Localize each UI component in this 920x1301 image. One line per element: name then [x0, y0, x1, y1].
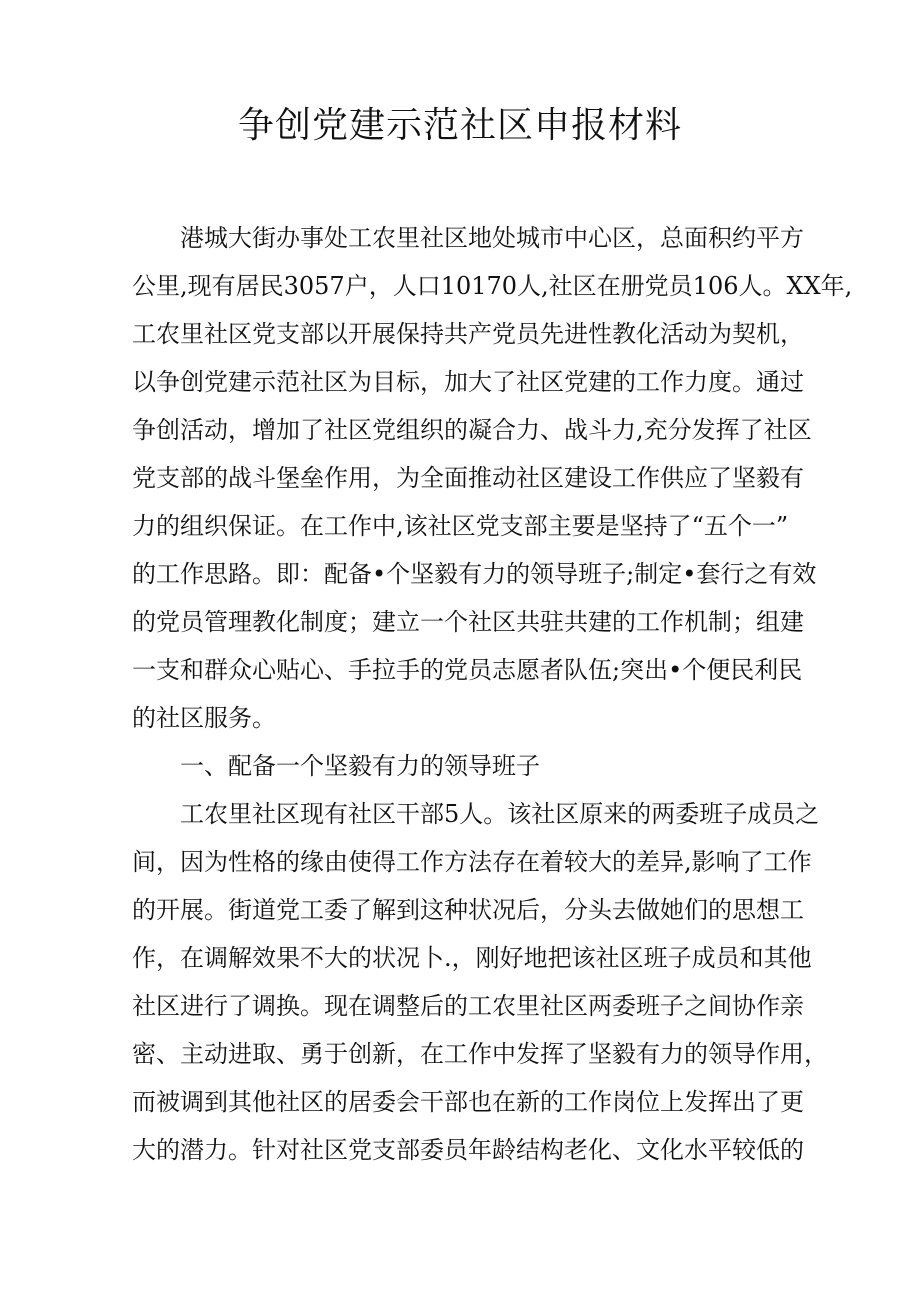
- paragraph-line: 的开展。街道党工委了解到这种状况后，分头去做她们的思想工: [132, 896, 804, 924]
- section-heading: 一、配备一个坚毅有力的领导班子: [180, 752, 540, 780]
- paragraph-line: 公里,现有居民3057户，人口10170人,社区在册党员106人。XX年,: [132, 272, 853, 300]
- document-body: [132, 214, 853, 1174]
- paragraph-line: 大的潜力。针对社区党支部委员年龄结构老化、文化水平较低的: [132, 1136, 804, 1164]
- paragraph-line: 工农里社区党支部以开展保持共产党员先进性教化活动为契机，: [132, 320, 804, 348]
- paragraph-line: 港城大街办事处工农里社区地处城市中心区，总面积约平方: [180, 224, 804, 252]
- paragraph-line: 争创活动，增加了社区党组织的凝合力、战斗力,充分发挥了社区: [132, 416, 812, 444]
- paragraph-line: 一支和群众心贴心、手拉手的党员志愿者队伍;突出•个便民利民: [132, 656, 803, 684]
- paragraph-line: 力的组织保证。在工作中,该社区党支部主要是坚持了“五个一”: [132, 512, 789, 540]
- paragraph-line: 以争创党建示范社区为目标，加大了社区党建的工作力度。通过: [132, 368, 804, 396]
- paragraph-line: 作，在调解效果不大的状况卜.，刚好地把该社区班子成员和其他: [132, 944, 812, 972]
- paragraph-line: 密、主动进取、勇于创新，在工作中发挥了坚毅有力的领导作用，: [132, 1040, 828, 1068]
- paragraph-line: 工农里社区现有社区干部5人。该社区原来的两委班子成员之: [180, 800, 820, 828]
- document-title: 争创党建示范社区申报材料: [237, 105, 682, 146]
- paragraph-line: 的工作思路。即：配备•个坚毅有力的领导班子;制定•套行之有效: [132, 560, 817, 588]
- paragraph-line: 党支部的战斗堡垒作用，为全面推动社区建设工作供应了坚毅有: [132, 464, 804, 492]
- paragraph-line: 的社区服务。: [132, 704, 276, 732]
- paragraph-line: 而被调到其他社区的居委会干部也在新的工作岗位上发挥出了更: [132, 1088, 804, 1116]
- paragraph-line: 间，因为性格的缘由使得工作方法存在着较大的差异,影响了工作: [132, 848, 812, 876]
- paragraph-line: 的党员管理教化制度；建立一个社区共驻共建的工作机制；组建: [132, 608, 804, 636]
- paragraph-line: 社区进行了调换。现在调整后的工农里社区两委班子之间协作亲: [132, 992, 804, 1020]
